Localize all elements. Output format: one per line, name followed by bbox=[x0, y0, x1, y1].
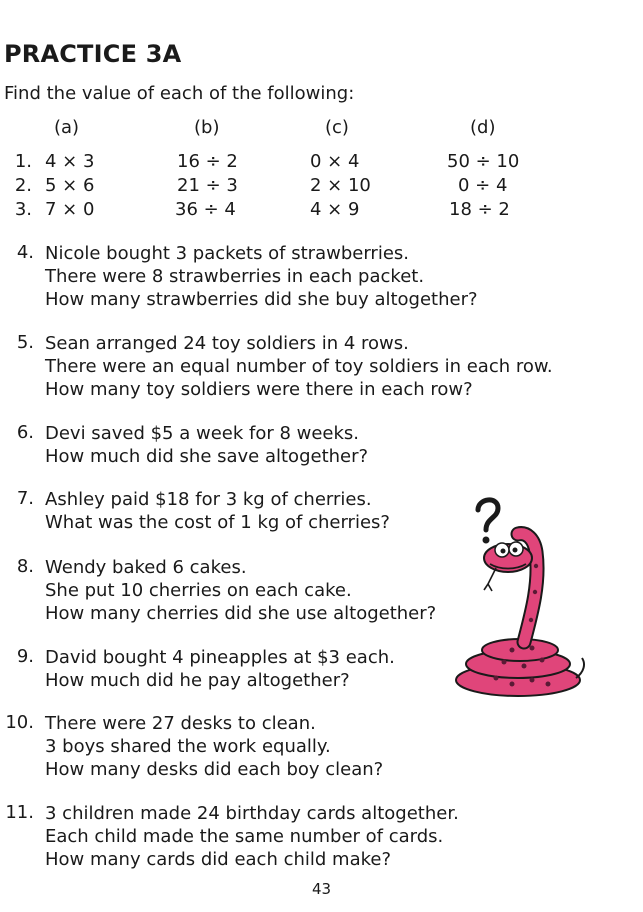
instructions: Find the value of each of the following: bbox=[4, 83, 355, 104]
exercise-cell: 7 × 0 bbox=[45, 199, 95, 220]
exercise-cell: 0 ÷ 4 bbox=[458, 175, 508, 196]
exercise-cell: 4 × 3 bbox=[45, 151, 95, 172]
problem-number: 11. bbox=[5, 802, 34, 823]
problem-line: Ashley paid $18 for 3 kg of cherries. bbox=[45, 489, 372, 510]
page-number: 43 bbox=[311, 880, 332, 898]
column-header-a: (a) bbox=[54, 117, 80, 138]
snake-head-icon bbox=[484, 542, 532, 591]
exercise-cell: 18 ÷ 2 bbox=[449, 199, 510, 220]
exercise-number: 2. bbox=[14, 175, 32, 196]
problem-line: Devi saved $5 a week for 8 weeks. bbox=[45, 423, 360, 444]
problem-number: 9. bbox=[16, 646, 34, 667]
problem-line: 3 children made 24 birthday cards altogether. bbox=[45, 803, 459, 824]
problem-line: Each child made the same number of cards. bbox=[45, 826, 444, 847]
problem-line: 3 boys shared the work equally. bbox=[45, 736, 331, 757]
page-title: PRACTICE 3A bbox=[4, 40, 182, 68]
exercise-cell: 0 × 4 bbox=[310, 151, 360, 172]
column-header-c: (c) bbox=[325, 117, 349, 138]
exercise-cell: 4 × 9 bbox=[310, 199, 360, 220]
problem-line: Wendy baked 6 cakes. bbox=[45, 557, 247, 578]
problem-line: Nicole bought 3 packets of strawberries. bbox=[45, 243, 409, 264]
problem-line: There were an equal number of toy soldiers in each row. bbox=[45, 356, 553, 377]
problem-line: How many strawberries did she buy altogether? bbox=[45, 289, 478, 310]
problem-number: 4. bbox=[16, 242, 34, 263]
problem-line: How many cherries did she use altogether? bbox=[45, 603, 437, 624]
problem-line: How much did he pay altogether? bbox=[45, 670, 350, 691]
snake-illustration bbox=[436, 492, 586, 702]
exercise-cell: 21 ÷ 3 bbox=[177, 175, 238, 196]
problem-line: David bought 4 pineapples at $3 each. bbox=[45, 647, 395, 668]
exercise-number: 3. bbox=[14, 199, 32, 220]
problem-line: Sean arranged 24 toy soldiers in 4 rows. bbox=[45, 333, 409, 354]
problem-line: There were 8 strawberries in each packet. bbox=[45, 266, 425, 287]
problem-line: How many desks did each boy clean? bbox=[45, 759, 384, 780]
column-header-d: (d) bbox=[470, 117, 496, 138]
exercise-number: 1. bbox=[14, 151, 32, 172]
problem-number: 5. bbox=[16, 332, 34, 353]
exercise-cell: 50 ÷ 10 bbox=[447, 151, 520, 172]
problem-number: 7. bbox=[16, 488, 34, 509]
problem-line: There were 27 desks to clean. bbox=[45, 713, 316, 734]
problem-line: How many toy soldiers were there in each row? bbox=[45, 379, 473, 400]
problem-line: How many cards did each child make? bbox=[45, 849, 392, 870]
problem-number: 8. bbox=[16, 556, 34, 577]
column-header-b: (b) bbox=[194, 117, 220, 138]
question-mark-icon bbox=[478, 500, 498, 544]
problem-line: How much did she save altogether? bbox=[45, 446, 369, 467]
problem-line: She put 10 cherries on each cake. bbox=[45, 580, 352, 601]
exercise-cell: 5 × 6 bbox=[45, 175, 95, 196]
exercise-cell: 16 ÷ 2 bbox=[177, 151, 238, 172]
exercise-cell: 2 × 10 bbox=[310, 175, 371, 196]
exercise-cell: 36 ÷ 4 bbox=[175, 199, 236, 220]
problem-number: 6. bbox=[16, 422, 34, 443]
problem-number: 10. bbox=[5, 712, 34, 733]
problem-line: What was the cost of 1 kg of cherries? bbox=[45, 512, 390, 533]
